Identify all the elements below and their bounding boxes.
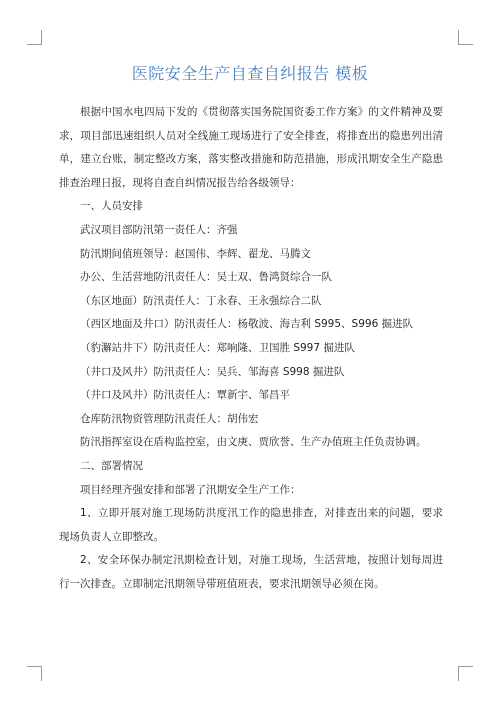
body-line: 项目经理齐强安排和部署了汛期安全生产工作：	[80, 483, 301, 496]
intro-paragraph: 根据中国水电四局下发的《贯彻落实国务院国资委工作方案》的文件精神及要求，项目部迅速组织人员对全线施工现场进行了安全排查，将排查出的隐患列出清单，建立台账，制定整改方案，落实整改措施和防范措施，形成汛期安全生产隐患排查治理日报，现将自查自纠情况报告给各级领导：	[59, 106, 443, 189]
body-line: （井口及风井）防汛责任人：吴兵、邹海喜 S998 掘进队	[80, 365, 345, 378]
body-line: （井口及风井）防汛责任人：覃新宇、邹昌平	[80, 389, 290, 402]
crop-mark-bottom-left	[27, 666, 42, 681]
crop-mark-top-left	[27, 30, 42, 45]
body-line: （豹澥站井下）防汛责任人：郑响隆、卫国胜 S997 掘进队	[80, 341, 355, 354]
document-body	[59, 101, 443, 596]
body-line: （西区地面及井口）防汛责任人：杨敬波、海吉利 S995、S996 掘进队	[80, 318, 414, 331]
body-paragraph: 1、立即开展对施工现场防洪度汛工作的隐患排查，对排查出来的问题，要求现场负责人立即整改。	[59, 507, 443, 543]
section-heading-deployment: 二、部署情况	[80, 459, 143, 472]
body-paragraph: 2、安全环保办制定汛期检查计划，对施工现场，生活营地，按照计划每周进行一次排查。立即制定汛期领导带班值班表，要求汛期领导必须在岗。	[59, 554, 443, 590]
body-line: 武汉项目部防汛第一责任人：齐强	[80, 223, 238, 236]
body-line: 仓库防汛物资管理防汛责任人：胡伟宏	[80, 412, 259, 425]
document-title: 医院安全生产自查自纠报告 模板	[131, 64, 369, 83]
crop-mark-bottom-right	[458, 666, 473, 681]
body-line: （东区地面）防汛责任人：丁永春、王永强综合二队	[80, 294, 322, 307]
body-line: 办公、生活营地防汛责任人：吴士双、鲁鸿贤综合一队	[80, 271, 332, 284]
body-line: 防汛指挥室设在盾构监控室，由文庚、贾欣誉、生产办值班主任负责协调。	[80, 436, 427, 449]
crop-mark-top-right	[458, 30, 473, 45]
section-heading-personnel: 一、人员安排	[80, 200, 143, 213]
body-line: 防汛期间值班领导：赵国伟、李辉、翟龙、马腾文	[80, 247, 311, 260]
